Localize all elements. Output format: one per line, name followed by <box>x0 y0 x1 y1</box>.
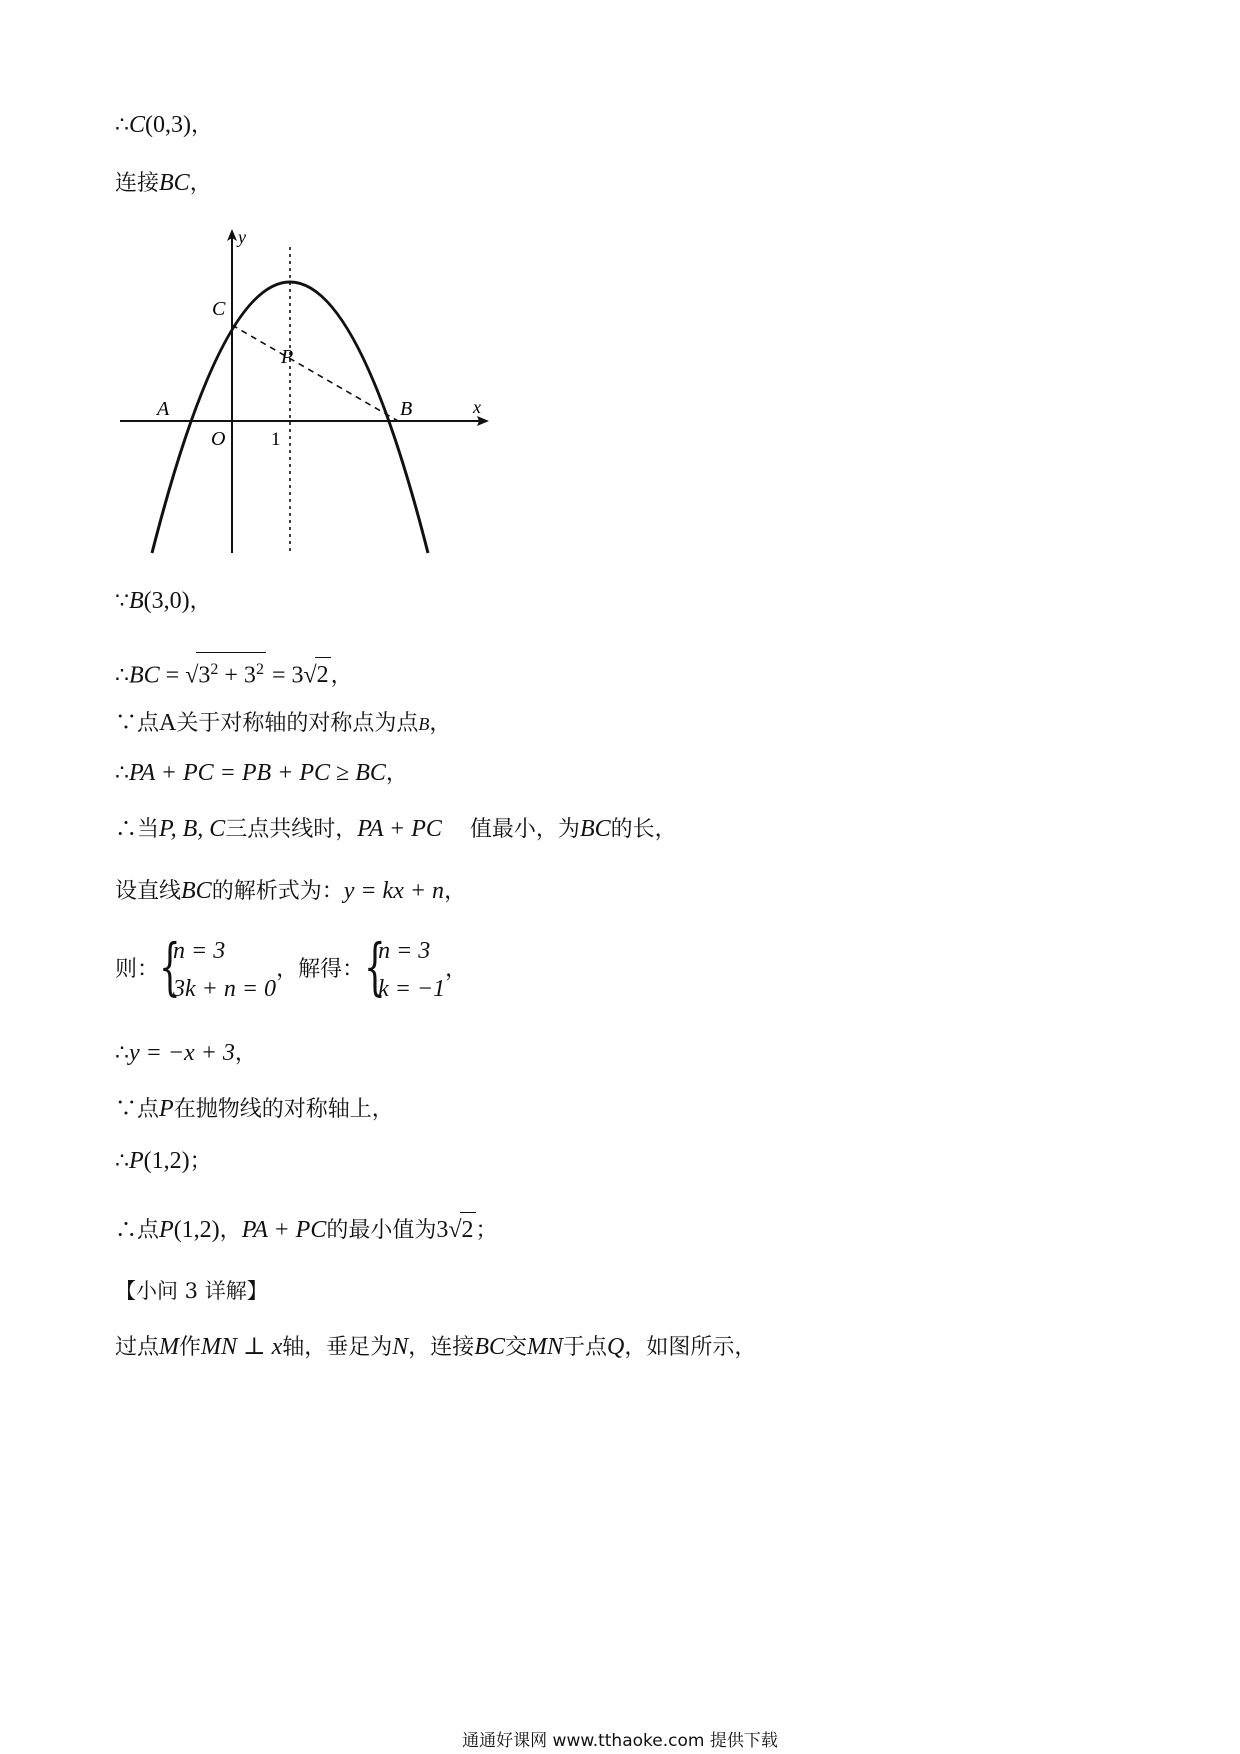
punct: ， <box>444 879 467 904</box>
expr: y = kx + n <box>343 878 445 904</box>
line-bc-length <box>115 652 353 693</box>
points: P, B, C <box>159 816 226 842</box>
punct: ， <box>189 589 212 614</box>
text: 的长， <box>610 817 677 842</box>
eq-1: n = 3 <box>378 938 431 964</box>
text: 交 <box>504 1335 527 1360</box>
brace-icon: { <box>159 930 181 1003</box>
punct: ， <box>330 663 353 689</box>
text: ∴点 <box>115 1218 160 1243</box>
line-p-on-axis <box>115 1092 394 1127</box>
coord: (0,3) <box>145 112 191 138</box>
coord: (1,2) <box>173 1217 220 1243</box>
line-p-point <box>115 1144 212 1179</box>
punct: ， <box>445 957 468 982</box>
sqrt-body: 2 <box>460 1212 476 1247</box>
var-bc: BC <box>159 170 190 196</box>
sqrt-sign: √ <box>185 662 199 689</box>
text: 则： <box>115 957 160 982</box>
line-bc-result <box>115 1036 257 1071</box>
text: ∴当 <box>115 817 160 842</box>
sqrt-sign: √ <box>303 662 317 689</box>
expr: y = −x + 3 <box>129 1040 235 1066</box>
punct: ， <box>191 113 214 138</box>
exp: 2 <box>255 661 264 678</box>
label-one: 1 <box>271 429 281 450</box>
sqrt-sign: √ <box>448 1217 462 1243</box>
page-footer: 通通好课网 www.tthaoke.com 提供下载 <box>462 1731 778 1751</box>
section-heading <box>115 1274 268 1308</box>
num: 3 <box>198 662 211 689</box>
eq: = <box>159 662 186 689</box>
text: 作 <box>179 1335 202 1360</box>
var-b: B <box>129 588 144 614</box>
var-p: P <box>159 1096 174 1122</box>
var-n: N <box>392 1334 409 1360</box>
system-1 <box>159 932 276 1008</box>
expr: PA + PC <box>357 816 442 842</box>
line-b-point <box>115 584 212 619</box>
line-collinear <box>115 812 677 847</box>
num: 3 <box>436 1217 449 1243</box>
var-a: A <box>159 710 177 736</box>
punct: ， <box>429 711 452 736</box>
label-a: A <box>157 398 170 420</box>
text: 关于对称轴的对称点为点 <box>176 711 419 736</box>
text: 值最小，为 <box>469 817 580 842</box>
punct: ， <box>219 1218 242 1243</box>
line-c-point <box>115 108 213 143</box>
text: 的解析式为： <box>211 879 344 904</box>
label-b: B <box>400 398 413 420</box>
var-bc: BC <box>474 1334 505 1360</box>
var-mn: MN <box>527 1334 563 1360</box>
line-bc-equation <box>115 874 466 909</box>
text: 过点 <box>115 1335 160 1360</box>
var-q: Q <box>607 1334 625 1360</box>
sqrt-body <box>196 652 266 693</box>
therefore-symbol: ∴ <box>115 113 129 138</box>
line-inequality <box>115 756 408 791</box>
therefore-symbol: ∴ <box>115 761 129 786</box>
var-bc: BC <box>129 662 160 689</box>
text: ∵点 <box>115 711 160 736</box>
exp: 2 <box>210 661 219 678</box>
var-m: M <box>159 1334 180 1360</box>
therefore-symbol: ∴ <box>115 663 129 689</box>
var-c: C <box>129 112 146 138</box>
because-symbol: ∵ <box>115 589 129 614</box>
text: 连接 <box>115 171 160 196</box>
text: 轴，垂足为 <box>282 1335 393 1360</box>
punct: ； <box>475 1218 498 1243</box>
num: = 3 <box>265 662 304 689</box>
line-symmetric-points <box>115 706 451 741</box>
line-min-value <box>115 1212 498 1248</box>
line-connect-bc <box>115 166 212 201</box>
eq-2: k = −1 <box>378 976 446 1002</box>
punct: ， <box>189 171 212 196</box>
var-b: B <box>418 714 430 734</box>
coord: (3,0) <box>143 588 190 614</box>
eq-2: 3k + n = 0 <box>173 976 277 1002</box>
text: 三点共线时， <box>225 817 358 842</box>
punct: ； <box>189 1149 212 1174</box>
label-c: C <box>212 298 226 320</box>
text: 设直线 <box>115 879 182 904</box>
text: 在抛物线的对称轴上， <box>173 1097 394 1122</box>
punct: ， <box>234 1041 257 1066</box>
system-2 <box>364 932 445 1008</box>
heading-text: 【小问 3 详解】 <box>115 1279 268 1303</box>
segment-bc <box>232 325 398 421</box>
text: ，解得： <box>276 957 365 982</box>
var-p: P <box>159 1217 174 1243</box>
eq-1: n = 3 <box>173 938 226 964</box>
label-y: y <box>238 227 246 247</box>
var-bc: BC <box>579 816 611 842</box>
therefore-symbol: ∴ <box>115 1149 129 1174</box>
punct: ， <box>385 761 408 786</box>
text: 于点 <box>563 1335 608 1360</box>
brace-icon: { <box>364 930 386 1003</box>
sqrt-body: 2 <box>315 657 331 692</box>
line-construction <box>115 1330 756 1365</box>
expr: PA + PC <box>241 1217 327 1243</box>
parabola-figure <box>115 223 495 563</box>
coord: (1,2) <box>143 1148 190 1174</box>
text: ∵点 <box>115 1097 160 1122</box>
label-x: x <box>473 397 481 417</box>
var-p: P <box>129 1148 144 1174</box>
line-systems <box>115 932 467 1008</box>
var-bc: BC <box>181 878 212 904</box>
label-o: O <box>211 428 226 450</box>
text: ，如图所示， <box>624 1335 757 1360</box>
text: ，连接 <box>408 1335 475 1360</box>
text: 的最小值为 <box>326 1218 437 1243</box>
label-p: P <box>281 346 294 368</box>
num: + 3 <box>218 662 256 689</box>
therefore-symbol: ∴ <box>115 1041 129 1066</box>
expr: MN ⊥ x <box>201 1334 283 1360</box>
expr: PA + PC = PB + PC ≥ BC <box>129 760 386 786</box>
